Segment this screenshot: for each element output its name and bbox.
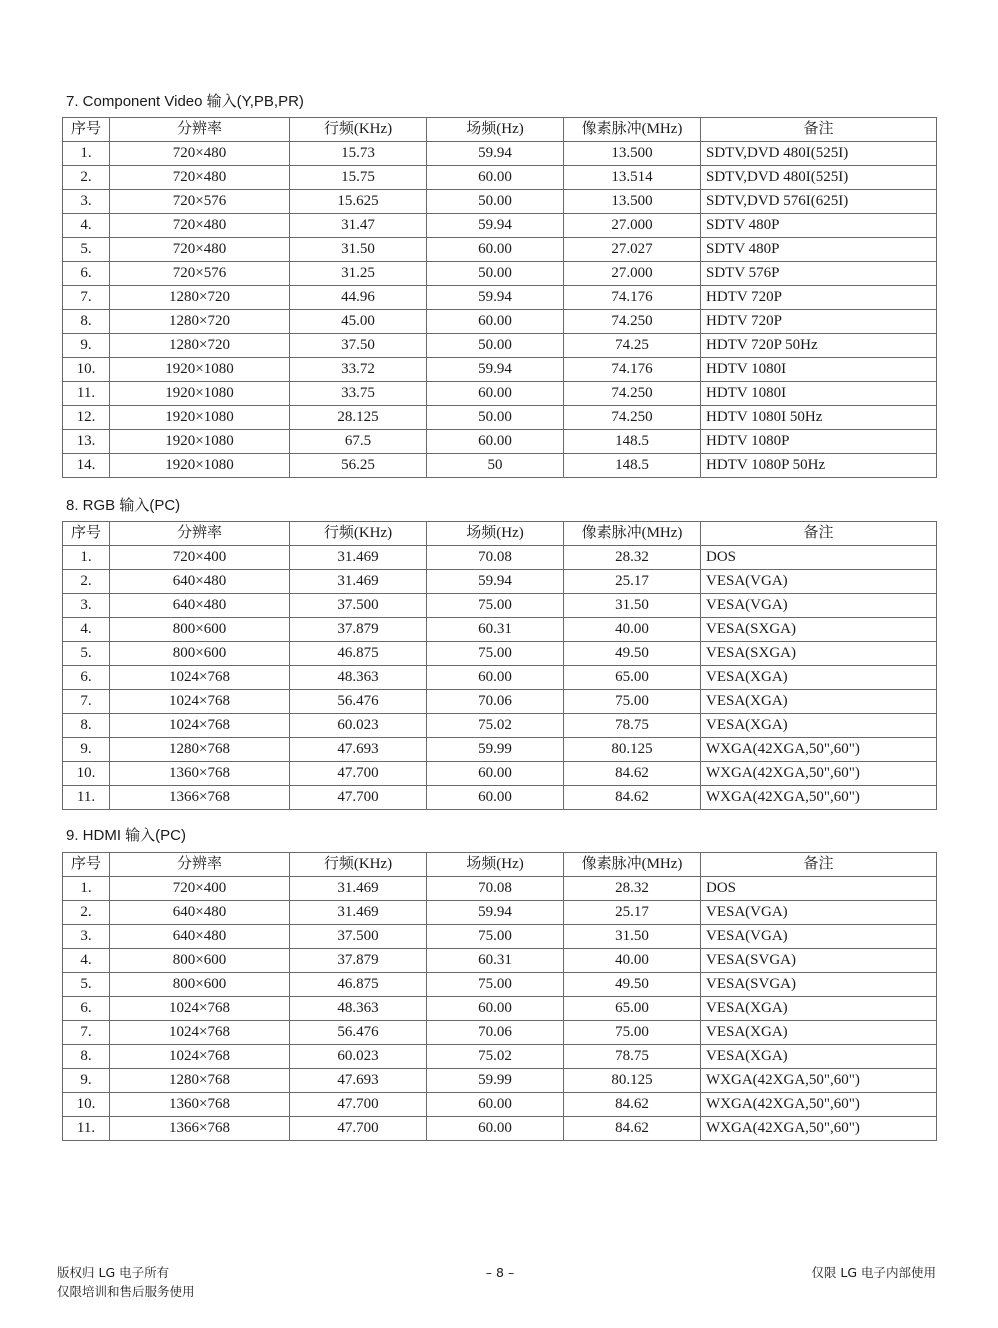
cell-resolution: 1280×720	[110, 334, 290, 358]
table-row	[63, 949, 937, 973]
cell-pixel-clock: 74.250	[564, 382, 701, 406]
cell-resolution: 720×480	[110, 166, 290, 190]
cell-index: 11.	[63, 1117, 110, 1141]
cell-pixel-clock: 84.62	[564, 786, 701, 810]
cell-resolution: 1920×1080	[110, 406, 290, 430]
cell-note: VESA(XGA)	[701, 997, 937, 1021]
cell-index: 2.	[63, 570, 110, 594]
cell-h-freq: 28.125	[290, 406, 427, 430]
cell-index: 5.	[63, 973, 110, 997]
table-row	[63, 430, 937, 454]
table-row	[63, 262, 937, 286]
cell-note: DOS	[701, 546, 937, 570]
cell-v-freq: 60.00	[427, 1117, 564, 1141]
cell-pixel-clock: 13.500	[564, 142, 701, 166]
cell-h-freq: 47.700	[290, 1093, 427, 1117]
cell-v-freq: 60.00	[427, 238, 564, 262]
table-row	[63, 618, 937, 642]
table-row	[63, 762, 937, 786]
cell-h-freq: 60.023	[290, 1045, 427, 1069]
cell-pixel-clock: 25.17	[564, 901, 701, 925]
column-header-v-freq: 场频(Hz)	[427, 522, 564, 546]
cell-v-freq: 50.00	[427, 406, 564, 430]
cell-index: 8.	[63, 714, 110, 738]
cell-note: SDTV,DVD 480I(525I)	[701, 142, 937, 166]
cell-index: 5.	[63, 238, 110, 262]
cell-note: VESA(VGA)	[701, 570, 937, 594]
table-row	[63, 925, 937, 949]
cell-v-freq: 60.00	[427, 762, 564, 786]
cell-note: VESA(SVGA)	[701, 973, 937, 997]
cell-pixel-clock: 28.32	[564, 877, 701, 901]
cell-resolution: 800×600	[110, 949, 290, 973]
column-header-note: 备注	[701, 118, 937, 142]
cell-note: WXGA(42XGA,50",60")	[701, 1069, 937, 1093]
table-row	[63, 382, 937, 406]
cell-index: 6.	[63, 997, 110, 1021]
cell-pixel-clock: 74.250	[564, 406, 701, 430]
cell-v-freq: 50.00	[427, 190, 564, 214]
table-row	[63, 286, 937, 310]
cell-pixel-clock: 49.50	[564, 973, 701, 997]
cell-resolution: 800×600	[110, 973, 290, 997]
column-header-resolution: 分辨率	[110, 522, 290, 546]
table-row	[63, 1093, 937, 1117]
cell-resolution: 1024×768	[110, 1045, 290, 1069]
cell-pixel-clock: 27.027	[564, 238, 701, 262]
cell-h-freq: 15.73	[290, 142, 427, 166]
cell-resolution: 640×480	[110, 901, 290, 925]
cell-index: 11.	[63, 382, 110, 406]
cell-resolution: 1280×768	[110, 1069, 290, 1093]
table-row	[63, 714, 937, 738]
cell-v-freq: 75.00	[427, 925, 564, 949]
cell-index: 8.	[63, 310, 110, 334]
cell-resolution: 1920×1080	[110, 454, 290, 478]
cell-note: HDTV 1080P	[701, 430, 937, 454]
cell-index: 6.	[63, 666, 110, 690]
cell-note: VESA(XGA)	[701, 1021, 937, 1045]
cell-v-freq: 60.00	[427, 1093, 564, 1117]
cell-v-freq: 70.08	[427, 877, 564, 901]
table-row	[63, 997, 937, 1021]
cell-h-freq: 47.693	[290, 1069, 427, 1093]
table-row	[63, 666, 937, 690]
cell-note: SDTV,DVD 480I(525I)	[701, 166, 937, 190]
cell-note: WXGA(42XGA,50",60")	[701, 762, 937, 786]
cell-h-freq: 37.879	[290, 949, 427, 973]
cell-pixel-clock: 65.00	[564, 666, 701, 690]
cell-note: HDTV 720P	[701, 286, 937, 310]
cell-v-freq: 75.02	[427, 1045, 564, 1069]
cell-v-freq: 59.99	[427, 738, 564, 762]
cell-resolution: 800×600	[110, 642, 290, 666]
cell-note: SDTV 480P	[701, 214, 937, 238]
cell-note: WXGA(42XGA,50",60")	[701, 738, 937, 762]
cell-index: 9.	[63, 1069, 110, 1093]
cell-index: 3.	[63, 190, 110, 214]
cell-pixel-clock: 148.5	[564, 430, 701, 454]
table-header-row	[63, 118, 937, 142]
cell-index: 7.	[63, 1021, 110, 1045]
cell-v-freq: 75.02	[427, 714, 564, 738]
cell-resolution: 1920×1080	[110, 382, 290, 406]
cell-h-freq: 56.476	[290, 690, 427, 714]
column-header-resolution: 分辨率	[110, 118, 290, 142]
column-header-note: 备注	[701, 522, 937, 546]
cell-note: WXGA(42XGA,50",60")	[701, 1093, 937, 1117]
cell-note: VESA(SXGA)	[701, 642, 937, 666]
cell-v-freq: 70.08	[427, 546, 564, 570]
cell-index: 1.	[63, 546, 110, 570]
cell-v-freq: 60.31	[427, 618, 564, 642]
table-row	[63, 570, 937, 594]
cell-pixel-clock: 74.25	[564, 334, 701, 358]
cell-h-freq: 67.5	[290, 430, 427, 454]
cell-note: HDTV 720P	[701, 310, 937, 334]
cell-pixel-clock: 27.000	[564, 262, 701, 286]
cell-h-freq: 47.693	[290, 738, 427, 762]
cell-index: 2.	[63, 901, 110, 925]
table-row	[63, 310, 937, 334]
cell-pixel-clock: 84.62	[564, 1093, 701, 1117]
column-header-h-freq: 行频(KHz)	[290, 853, 427, 877]
cell-pixel-clock: 25.17	[564, 570, 701, 594]
table-row	[63, 901, 937, 925]
cell-index: 2.	[63, 166, 110, 190]
cell-v-freq: 50	[427, 454, 564, 478]
table-row	[63, 690, 937, 714]
cell-resolution: 1280×768	[110, 738, 290, 762]
cell-pixel-clock: 148.5	[564, 454, 701, 478]
column-header-h-freq: 行频(KHz)	[290, 118, 427, 142]
cell-note: HDTV 1080P 50Hz	[701, 454, 937, 478]
cell-v-freq: 60.00	[427, 666, 564, 690]
cell-note: VESA(XGA)	[701, 690, 937, 714]
cell-pixel-clock: 78.75	[564, 1045, 701, 1069]
column-header-note: 备注	[701, 853, 937, 877]
cell-v-freq: 60.31	[427, 949, 564, 973]
cell-index: 11.	[63, 786, 110, 810]
table-row	[63, 406, 937, 430]
cell-note: VESA(VGA)	[701, 925, 937, 949]
cell-v-freq: 70.06	[427, 1021, 564, 1045]
cell-h-freq: 31.469	[290, 877, 427, 901]
cell-resolution: 720×480	[110, 142, 290, 166]
cell-note: SDTV 576P	[701, 262, 937, 286]
cell-h-freq: 37.500	[290, 925, 427, 949]
table-row	[63, 1117, 937, 1141]
table-row	[63, 454, 937, 478]
table-row	[63, 238, 937, 262]
cell-resolution: 720×576	[110, 190, 290, 214]
table-row	[63, 214, 937, 238]
column-header-index: 序号	[63, 853, 110, 877]
table-row	[63, 642, 937, 666]
cell-note: DOS	[701, 877, 937, 901]
cell-h-freq: 47.700	[290, 786, 427, 810]
cell-resolution: 720×480	[110, 214, 290, 238]
cell-resolution: 1280×720	[110, 286, 290, 310]
cell-h-freq: 45.00	[290, 310, 427, 334]
table-row	[63, 190, 937, 214]
cell-note: VESA(SXGA)	[701, 618, 937, 642]
table-row	[63, 1069, 937, 1093]
cell-pixel-clock: 74.176	[564, 358, 701, 382]
cell-v-freq: 59.99	[427, 1069, 564, 1093]
cell-v-freq: 75.00	[427, 594, 564, 618]
cell-index: 10.	[63, 358, 110, 382]
cell-note: VESA(XGA)	[701, 1045, 937, 1069]
cell-note: VESA(VGA)	[701, 901, 937, 925]
cell-index: 4.	[63, 214, 110, 238]
table-row	[63, 1021, 937, 1045]
column-header-h-freq: 行频(KHz)	[290, 522, 427, 546]
cell-note: VESA(VGA)	[701, 594, 937, 618]
cell-v-freq: 60.00	[427, 166, 564, 190]
cell-h-freq: 31.469	[290, 901, 427, 925]
cell-index: 1.	[63, 142, 110, 166]
cell-note: WXGA(42XGA,50",60")	[701, 786, 937, 810]
cell-pixel-clock: 78.75	[564, 714, 701, 738]
cell-v-freq: 60.00	[427, 310, 564, 334]
cell-pixel-clock: 65.00	[564, 997, 701, 1021]
cell-resolution: 720×400	[110, 546, 290, 570]
column-header-index: 序号	[63, 118, 110, 142]
table-row	[63, 738, 937, 762]
footer-copyright-line: 版权归 LG 电子所有	[57, 1265, 170, 1280]
cell-note: HDTV 1080I	[701, 382, 937, 406]
cell-resolution: 1024×768	[110, 1021, 290, 1045]
cell-h-freq: 33.72	[290, 358, 427, 382]
cell-v-freq: 60.00	[427, 382, 564, 406]
cell-resolution: 640×480	[110, 594, 290, 618]
cell-v-freq: 59.94	[427, 142, 564, 166]
cell-h-freq: 37.50	[290, 334, 427, 358]
section-title-component-video: 7. Component Video 输入(Y,PB,PR)	[66, 93, 304, 110]
cell-h-freq: 48.363	[290, 666, 427, 690]
cell-pixel-clock: 31.50	[564, 925, 701, 949]
cell-resolution: 800×600	[110, 618, 290, 642]
column-header-pixel-clock: 像素脉冲(MHz)	[564, 522, 701, 546]
table-header-row	[63, 853, 937, 877]
cell-index: 8.	[63, 1045, 110, 1069]
cell-index: 10.	[63, 1093, 110, 1117]
cell-resolution: 1360×768	[110, 1093, 290, 1117]
column-header-pixel-clock: 像素脉冲(MHz)	[564, 853, 701, 877]
cell-pixel-clock: 80.125	[564, 738, 701, 762]
cell-pixel-clock: 80.125	[564, 1069, 701, 1093]
cell-note: HDTV 1080I	[701, 358, 937, 382]
column-header-index: 序号	[63, 522, 110, 546]
cell-pixel-clock: 40.00	[564, 618, 701, 642]
table-row	[63, 546, 937, 570]
table-row	[63, 358, 937, 382]
page-number: – 8 –	[485, 1265, 515, 1280]
cell-resolution: 1024×768	[110, 666, 290, 690]
rgb-table	[62, 521, 937, 810]
cell-pixel-clock: 74.176	[564, 286, 701, 310]
cell-v-freq: 60.00	[427, 786, 564, 810]
cell-v-freq: 75.00	[427, 642, 564, 666]
cell-h-freq: 37.500	[290, 594, 427, 618]
footer-usage-line: 仅限培训和售后服务使用	[57, 1284, 195, 1299]
table-row	[63, 594, 937, 618]
cell-note: VESA(XGA)	[701, 666, 937, 690]
cell-resolution: 720×480	[110, 238, 290, 262]
cell-index: 4.	[63, 949, 110, 973]
cell-index: 4.	[63, 618, 110, 642]
cell-h-freq: 31.469	[290, 570, 427, 594]
cell-pixel-clock: 74.250	[564, 310, 701, 334]
cell-v-freq: 60.00	[427, 430, 564, 454]
cell-resolution: 1280×720	[110, 310, 290, 334]
cell-h-freq: 47.700	[290, 1117, 427, 1141]
cell-index: 5.	[63, 642, 110, 666]
cell-h-freq: 33.75	[290, 382, 427, 406]
cell-pixel-clock: 27.000	[564, 214, 701, 238]
cell-index: 9.	[63, 738, 110, 762]
cell-index: 13.	[63, 430, 110, 454]
cell-v-freq: 50.00	[427, 262, 564, 286]
cell-note: HDTV 1080I 50Hz	[701, 406, 937, 430]
cell-index: 7.	[63, 286, 110, 310]
cell-v-freq: 50.00	[427, 334, 564, 358]
column-header-resolution: 分辨率	[110, 853, 290, 877]
cell-resolution: 1920×1080	[110, 430, 290, 454]
cell-index: 9.	[63, 334, 110, 358]
table-row	[63, 786, 937, 810]
cell-h-freq: 37.879	[290, 618, 427, 642]
cell-index: 3.	[63, 925, 110, 949]
cell-h-freq: 31.469	[290, 546, 427, 570]
column-header-v-freq: 场频(Hz)	[427, 118, 564, 142]
cell-h-freq: 60.023	[290, 714, 427, 738]
cell-pixel-clock: 40.00	[564, 949, 701, 973]
cell-h-freq: 31.47	[290, 214, 427, 238]
cell-index: 10.	[63, 762, 110, 786]
cell-h-freq: 46.875	[290, 973, 427, 997]
cell-note: SDTV 480P	[701, 238, 937, 262]
cell-pixel-clock: 49.50	[564, 642, 701, 666]
cell-pixel-clock: 75.00	[564, 1021, 701, 1045]
cell-resolution: 1024×768	[110, 714, 290, 738]
section-title-rgb: 8. RGB 输入(PC)	[66, 497, 181, 514]
cell-index: 3.	[63, 594, 110, 618]
cell-pixel-clock: 13.514	[564, 166, 701, 190]
cell-resolution: 720×400	[110, 877, 290, 901]
cell-h-freq: 46.875	[290, 642, 427, 666]
cell-note: VESA(SVGA)	[701, 949, 937, 973]
cell-h-freq: 56.25	[290, 454, 427, 478]
cell-h-freq: 47.700	[290, 762, 427, 786]
cell-v-freq: 75.00	[427, 973, 564, 997]
table-row	[63, 973, 937, 997]
cell-pixel-clock: 13.500	[564, 190, 701, 214]
cell-h-freq: 31.50	[290, 238, 427, 262]
cell-index: 6.	[63, 262, 110, 286]
table-row	[63, 142, 937, 166]
footer-copyright	[57, 1263, 195, 1301]
cell-pixel-clock: 84.62	[564, 1117, 701, 1141]
cell-resolution: 720×576	[110, 262, 290, 286]
component-video-table	[62, 117, 937, 478]
hdmi-table	[62, 852, 937, 1141]
cell-resolution: 1024×768	[110, 690, 290, 714]
cell-h-freq: 31.25	[290, 262, 427, 286]
cell-resolution: 640×480	[110, 570, 290, 594]
cell-h-freq: 15.75	[290, 166, 427, 190]
cell-index: 1.	[63, 877, 110, 901]
footer-internal-use: 仅限 LG 电子内部使用	[811, 1265, 936, 1280]
cell-index: 14.	[63, 454, 110, 478]
cell-pixel-clock: 31.50	[564, 594, 701, 618]
cell-note: WXGA(42XGA,50",60")	[701, 1117, 937, 1141]
cell-v-freq: 59.94	[427, 214, 564, 238]
column-header-v-freq: 场频(Hz)	[427, 853, 564, 877]
cell-v-freq: 70.06	[427, 690, 564, 714]
cell-resolution: 1366×768	[110, 786, 290, 810]
cell-resolution: 1360×768	[110, 762, 290, 786]
cell-resolution: 640×480	[110, 925, 290, 949]
cell-pixel-clock: 75.00	[564, 690, 701, 714]
cell-v-freq: 59.94	[427, 901, 564, 925]
cell-index: 12.	[63, 406, 110, 430]
table-row	[63, 166, 937, 190]
column-header-pixel-clock: 像素脉冲(MHz)	[564, 118, 701, 142]
cell-v-freq: 59.94	[427, 358, 564, 382]
cell-pixel-clock: 84.62	[564, 762, 701, 786]
cell-note: HDTV 720P 50Hz	[701, 334, 937, 358]
cell-note: VESA(XGA)	[701, 714, 937, 738]
cell-resolution: 1366×768	[110, 1117, 290, 1141]
cell-h-freq: 48.363	[290, 997, 427, 1021]
cell-resolution: 1920×1080	[110, 358, 290, 382]
cell-index: 7.	[63, 690, 110, 714]
table-row	[63, 1045, 937, 1069]
cell-note: SDTV,DVD 576I(625I)	[701, 190, 937, 214]
cell-v-freq: 59.94	[427, 286, 564, 310]
cell-v-freq: 60.00	[427, 997, 564, 1021]
cell-h-freq: 56.476	[290, 1021, 427, 1045]
cell-pixel-clock: 28.32	[564, 546, 701, 570]
table-row	[63, 877, 937, 901]
cell-resolution: 1024×768	[110, 997, 290, 1021]
section-title-hdmi: 9. HDMI 输入(PC)	[66, 827, 187, 844]
cell-v-freq: 59.94	[427, 570, 564, 594]
cell-h-freq: 44.96	[290, 286, 427, 310]
table-header-row	[63, 522, 937, 546]
cell-h-freq: 15.625	[290, 190, 427, 214]
table-row	[63, 334, 937, 358]
